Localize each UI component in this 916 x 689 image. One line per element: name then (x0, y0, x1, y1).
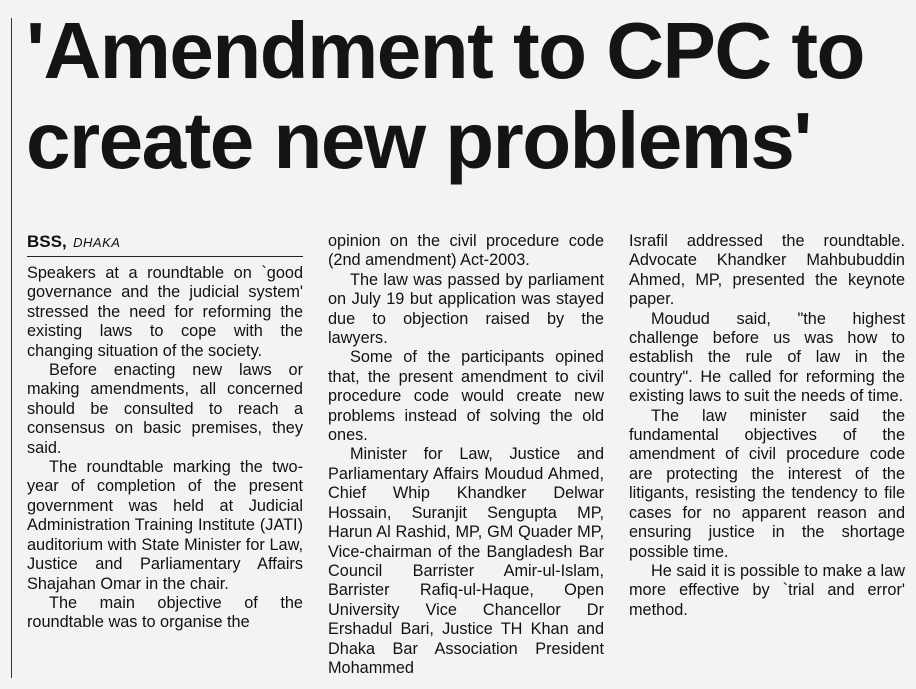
headline (26, 6, 911, 186)
paragraph: He said it is possible to make a law more effective by `trial and error' method. (629, 561, 905, 619)
byline-source: BSS, (27, 232, 67, 251)
paragraph: Minister for Law, Justice and Parliamentary Affairs Moudud Ahmed, Chief Whip Khandker Delwar Hossain, Suranjit Sengupta MP, Harun Al Rashid, MP, GM Quader MP, Vice-chairman of the Bangladesh Bar Council Barrister Amir-ul-Islam, Barrister Rafiq-ul-Haque, Open University Vice Chancellor Dr Ershadul Bari, Justice TH Khan and Dhaka Bar Association President Mohammed (328, 445, 604, 677)
article-column-3 (629, 232, 905, 620)
paragraph: The law was passed by parliament on July 19 but application was stayed due to objection raised by the lawyers. (328, 270, 604, 348)
paragraph: The law minister said the fundamental objectives of the amendment of civil procedure code are protecting the interest of the litigants, resisting the tendency to file cases for no apparent reason and ensuring justice in the shortage possible time. (629, 406, 905, 561)
paragraph: Before enacting new laws or making amendments, all concerned should be consulted to reach a consensus on basic premises, they said. (27, 361, 303, 457)
headline-line-1: 'Amendment to CPC to (26, 6, 864, 95)
paragraph: opinion on the civil procedure code (2nd amendment) Act-2003. (328, 232, 604, 270)
paragraph: The main objective of the roundtable was to organise the (27, 593, 303, 632)
article-column-1 (27, 264, 303, 633)
paragraph: The roundtable marking the two-year of completion of the present government was held at Judicial Administration Training Institute (JATI) auditorium with State Minister for Law, Justice and Parliamentary Affairs Shajahan Omar in the chair. (27, 458, 303, 593)
byline (27, 232, 303, 257)
paragraph: Speakers at a roundtable on `good governance and the judicial system' stressed the need for reforming the existing laws to cope with the changing situation of the society. (27, 264, 303, 360)
paragraph: Moudud said, "the highest challenge before us was how to establish the rule of law in the country". He called for reforming the existing laws to suit the needs of time. (629, 309, 905, 406)
paragraph: Israfil addressed the roundtable. Advocate Khandker Mahbubuddin Ahmed, MP, presented the keynote paper. (629, 232, 905, 309)
paragraph: Some of the participants opined that, the present amendment to civil procedure code would create new problems instead of solving the old ones. (328, 348, 604, 445)
column-rule (11, 18, 12, 678)
byline-place: DHAKA (73, 235, 121, 250)
article-column-2 (328, 232, 604, 678)
headline-line-2: create new problems' (26, 96, 811, 185)
